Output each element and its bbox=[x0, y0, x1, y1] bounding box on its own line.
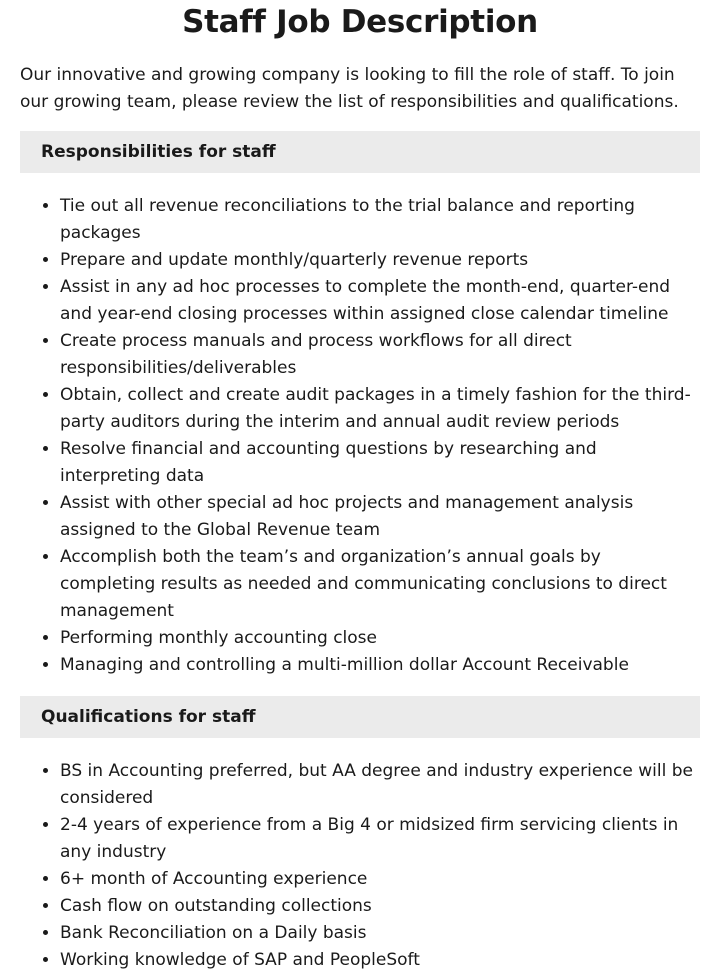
list-item: • Tie out all revenue reconciliations to the trial balance and reporting packages bbox=[60, 193, 700, 247]
list-item: • Prepare and update monthly/quarterly revenue reports bbox=[60, 247, 700, 274]
responsibilities-list bbox=[20, 193, 700, 679]
list-item: • 6+ month of Accounting experience bbox=[60, 866, 700, 893]
list-item: • Cash flow on outstanding collections bbox=[60, 893, 700, 920]
qualifications-header: Qualifications for staff bbox=[20, 696, 700, 738]
list-item: • Obtain, collect and create audit packages in a timely fashion for the third-party auditors during the interim and annual audit review periods bbox=[60, 382, 700, 436]
list-item: • Working knowledge of SAP and PeopleSoft bbox=[60, 947, 700, 974]
responsibilities-header: Responsibilities for staff bbox=[20, 131, 700, 173]
page-title: Staff Job Description bbox=[182, 4, 538, 40]
list-item: • Accomplish both the team’s and organization’s annual goals by completing results as needed and communicating conclusions to direct management bbox=[60, 544, 700, 625]
intro-paragraph: Our innovative and growing company is looking to fill the role of staff. To join our growing team, please review the list of responsibilities and qualifications. bbox=[20, 65, 679, 112]
list-item: • Assist in any ad hoc processes to complete the month-end, quarter-end and year-end closing processes within assigned close calendar timeline bbox=[60, 274, 700, 328]
list-item: • 2-4 years of experience from a Big 4 or midsized firm servicing clients in any industry bbox=[60, 812, 700, 866]
qualifications-list bbox=[20, 758, 700, 974]
list-item: • Assist with other special ad hoc projects and management analysis assigned to the Global Revenue team bbox=[60, 490, 700, 544]
list-item: • Create process manuals and process workflows for all direct responsibilities/deliverables bbox=[60, 328, 700, 382]
list-item: • Resolve financial and accounting questions by researching and interpreting data bbox=[60, 436, 700, 490]
list-item: • Bank Reconciliation on a Daily basis bbox=[60, 920, 700, 947]
list-item: • BS in Accounting preferred, but AA degree and industry experience will be considered bbox=[60, 758, 700, 812]
list-item: • Managing and controlling a multi-million dollar Account Receivable bbox=[60, 652, 700, 679]
list-item: • Performing monthly accounting close bbox=[60, 625, 700, 652]
